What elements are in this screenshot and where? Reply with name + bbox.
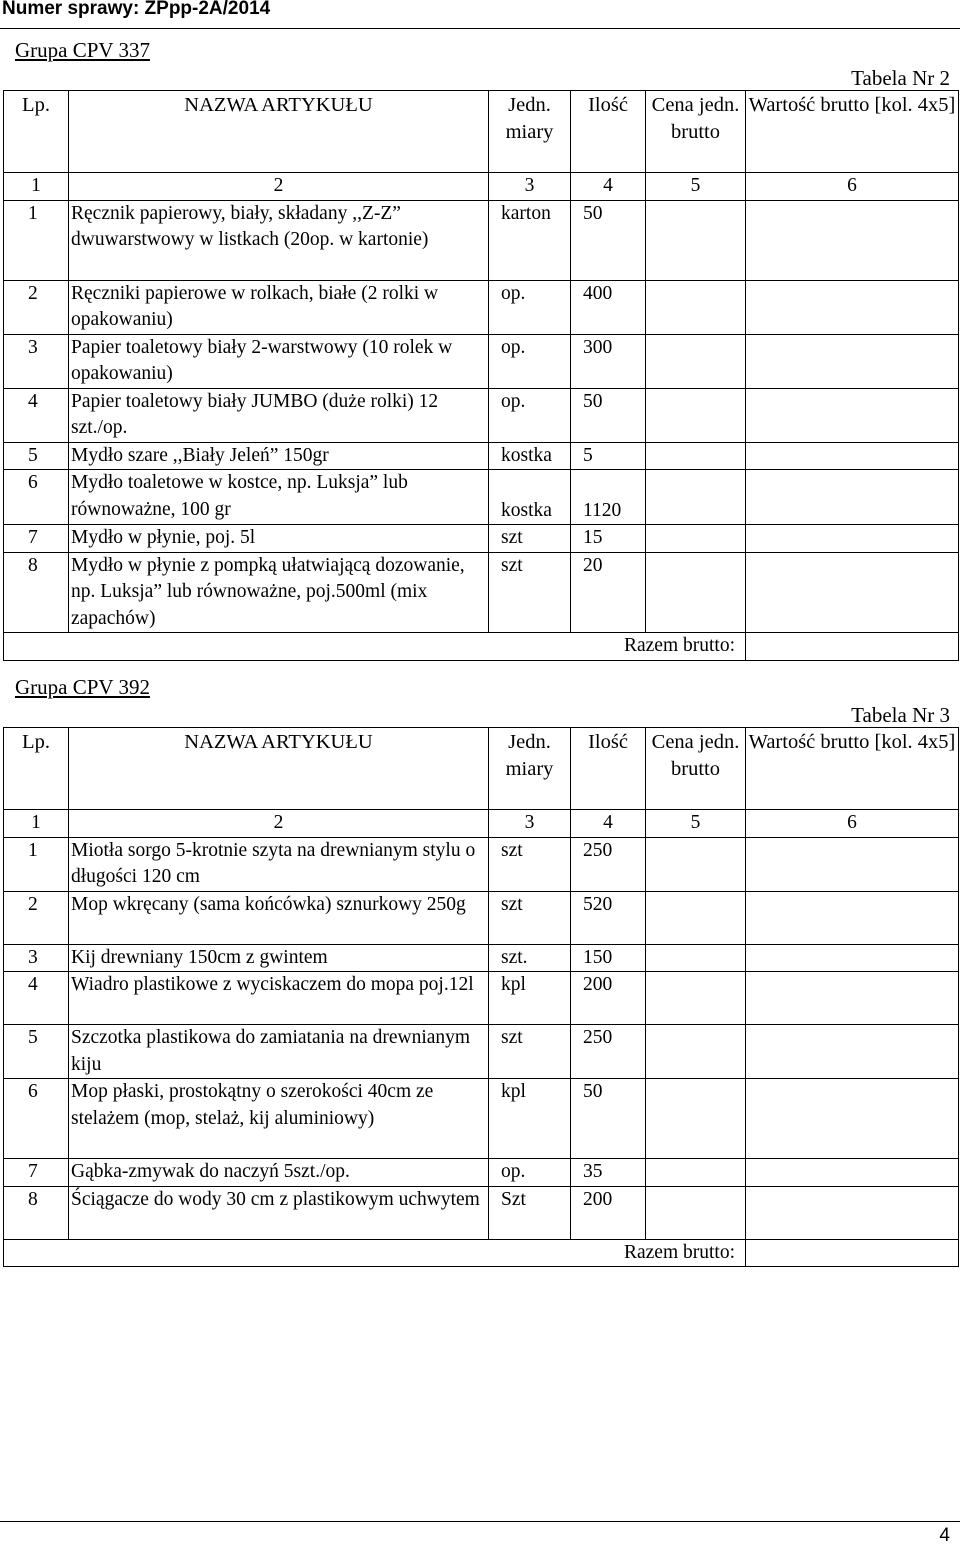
row-name: Mydło toaletowe w kostce, np. Luksja” lub równoważne, 100 gr bbox=[69, 470, 489, 525]
row-lp: 7 bbox=[4, 1159, 69, 1187]
row-lp: 5 bbox=[4, 442, 69, 470]
row-unit: karton bbox=[489, 200, 571, 280]
row-unit: szt bbox=[489, 891, 571, 944]
total-label: Razem brutto: bbox=[4, 1239, 746, 1267]
total-row bbox=[4, 633, 959, 661]
row-lp: 1 bbox=[4, 837, 69, 891]
row-lp: 8 bbox=[4, 1186, 69, 1239]
row-value bbox=[746, 388, 959, 442]
page-number: 4 bbox=[939, 1525, 950, 1546]
row-qty: 150 bbox=[571, 944, 646, 972]
table-row bbox=[4, 891, 959, 944]
row-value bbox=[746, 200, 959, 280]
table-row bbox=[4, 334, 959, 388]
row-qty: 400 bbox=[571, 280, 646, 334]
row-unit: kostka bbox=[489, 442, 571, 470]
row-value bbox=[746, 1025, 959, 1079]
row-lp: 3 bbox=[4, 334, 69, 388]
table-row bbox=[4, 552, 959, 633]
col-number: 1 bbox=[4, 173, 69, 201]
row-price bbox=[646, 1025, 746, 1079]
row-price bbox=[646, 442, 746, 470]
row-price bbox=[646, 334, 746, 388]
row-name: Miotła sorgo 5-krotnie szyta na drewnianym stylu o długości 120 cm bbox=[69, 837, 489, 891]
row-unit: kpl bbox=[489, 1079, 571, 1159]
row-value bbox=[746, 1186, 959, 1239]
group-title-cpv-337: Grupa CPV 337 bbox=[15, 38, 150, 62]
col-number: 4 bbox=[571, 173, 646, 201]
col-number: 6 bbox=[746, 810, 959, 838]
row-name: Mydło szare ,,Biały Jeleń” 150gr bbox=[69, 442, 489, 470]
items-table-cpv-337 bbox=[3, 90, 959, 661]
row-price bbox=[646, 1159, 746, 1187]
row-qty: 250 bbox=[571, 1025, 646, 1079]
col-number: 5 bbox=[646, 173, 746, 201]
total-value bbox=[746, 633, 959, 661]
row-value bbox=[746, 837, 959, 891]
table-row bbox=[4, 1159, 959, 1187]
row-name: Gąbka-zmywak do naczyń 5szt./op. bbox=[69, 1159, 489, 1187]
col-number: 1 bbox=[4, 810, 69, 838]
row-name: Ręczniki papierowe w rolkach, białe (2 rolki w opakowaniu) bbox=[69, 280, 489, 334]
row-unit: szt. bbox=[489, 944, 571, 972]
col-number: 5 bbox=[646, 810, 746, 838]
table-row bbox=[4, 200, 959, 280]
row-value bbox=[746, 891, 959, 944]
row-lp: 7 bbox=[4, 525, 69, 553]
col-number: 2 bbox=[69, 173, 489, 201]
row-name: Papier toaletowy biały 2-warstwowy (10 rolek w opakowaniu) bbox=[69, 334, 489, 388]
row-price bbox=[646, 388, 746, 442]
col-header-price: Cena jedn. brutto bbox=[646, 91, 746, 173]
row-value bbox=[746, 552, 959, 633]
total-value bbox=[746, 1239, 959, 1267]
row-lp: 2 bbox=[4, 280, 69, 334]
row-price bbox=[646, 470, 746, 525]
row-qty: 300 bbox=[571, 334, 646, 388]
table-row bbox=[4, 525, 959, 553]
row-lp: 4 bbox=[4, 972, 69, 1025]
table-row bbox=[4, 388, 959, 442]
row-price bbox=[646, 944, 746, 972]
col-header-qty: Ilość bbox=[571, 728, 646, 810]
row-price bbox=[646, 972, 746, 1025]
col-header-name: NAZWA ARTYKUŁU bbox=[69, 91, 489, 173]
row-lp: 4 bbox=[4, 388, 69, 442]
row-price bbox=[646, 1079, 746, 1159]
row-value bbox=[746, 972, 959, 1025]
row-unit: szt bbox=[489, 552, 571, 633]
total-row bbox=[4, 1239, 959, 1267]
group-title-cpv-392: Grupa CPV 392 bbox=[15, 675, 150, 699]
table-row bbox=[4, 470, 959, 525]
row-lp: 5 bbox=[4, 1025, 69, 1079]
row-name: Mop płaski, prostokątny o szerokości 40cm ze stelażem (mop, stelaż, kij aluminiowy) bbox=[69, 1079, 489, 1159]
row-name: Papier toaletowy biały JUMBO (duże rolki) 12 szt./op. bbox=[69, 388, 489, 442]
row-unit: kpl bbox=[489, 972, 571, 1025]
row-lp: 6 bbox=[4, 1079, 69, 1159]
row-name: Wiadro plastikowe z wyciskaczem do mopa poj.12l bbox=[69, 972, 489, 1025]
row-unit: szt bbox=[489, 1025, 571, 1079]
row-unit: Szt bbox=[489, 1186, 571, 1239]
table-row bbox=[4, 837, 959, 891]
col-number: 3 bbox=[489, 173, 571, 201]
row-name: Ręcznik papierowy, biały, składany ,,Z-Z” dwuwarstwowy w listkach (20op. w kartonie) bbox=[69, 200, 489, 280]
row-qty: 50 bbox=[571, 1079, 646, 1159]
row-value bbox=[746, 442, 959, 470]
row-price bbox=[646, 280, 746, 334]
table-header-row bbox=[4, 91, 959, 173]
table-row bbox=[4, 280, 959, 334]
row-lp: 8 bbox=[4, 552, 69, 633]
row-lp: 3 bbox=[4, 944, 69, 972]
col-header-lp: Lp. bbox=[4, 728, 69, 810]
row-qty: 1120 bbox=[571, 470, 646, 525]
row-name: Kij drewniany 150cm z gwintem bbox=[69, 944, 489, 972]
row-price bbox=[646, 525, 746, 553]
row-qty: 50 bbox=[571, 200, 646, 280]
row-value bbox=[746, 334, 959, 388]
row-price bbox=[646, 1186, 746, 1239]
row-lp: 2 bbox=[4, 891, 69, 944]
row-unit: op. bbox=[489, 334, 571, 388]
row-value bbox=[746, 470, 959, 525]
col-header-name: NAZWA ARTYKUŁU bbox=[69, 728, 489, 810]
row-qty: 200 bbox=[571, 1186, 646, 1239]
col-header-price: Cena jedn. brutto bbox=[646, 728, 746, 810]
table-row bbox=[4, 442, 959, 470]
row-unit: op. bbox=[489, 388, 571, 442]
table-row bbox=[4, 1186, 959, 1239]
footer-rule bbox=[0, 1521, 960, 1522]
header-rule bbox=[0, 28, 960, 29]
row-price bbox=[646, 552, 746, 633]
table-row bbox=[4, 944, 959, 972]
row-value bbox=[746, 525, 959, 553]
table-header-row bbox=[4, 728, 959, 810]
row-qty: 250 bbox=[571, 837, 646, 891]
total-label: Razem brutto: bbox=[4, 633, 746, 661]
col-header-value: Wartość brutto [kol. 4x5] bbox=[746, 91, 959, 173]
column-number-row bbox=[4, 810, 959, 838]
col-number: 2 bbox=[69, 810, 489, 838]
row-value bbox=[746, 944, 959, 972]
row-lp: 1 bbox=[4, 200, 69, 280]
col-header-lp: Lp. bbox=[4, 91, 69, 173]
case-number: Numer sprawy: ZPpp-2A/2014 bbox=[2, 0, 271, 19]
row-value bbox=[746, 1079, 959, 1159]
row-qty: 520 bbox=[571, 891, 646, 944]
row-lp: 6 bbox=[4, 470, 69, 525]
row-unit: kostka bbox=[489, 470, 571, 525]
row-value bbox=[746, 1159, 959, 1187]
row-name: Ściągacze do wody 30 cm z plastikowym uchwytem bbox=[69, 1186, 489, 1239]
row-value bbox=[746, 280, 959, 334]
row-price bbox=[646, 891, 746, 944]
row-unit: szt bbox=[489, 837, 571, 891]
table-row bbox=[4, 972, 959, 1025]
col-number: 4 bbox=[571, 810, 646, 838]
row-qty: 35 bbox=[571, 1159, 646, 1187]
col-header-qty: Ilość bbox=[571, 91, 646, 173]
table-label-3: Tabela Nr 3 bbox=[851, 703, 950, 727]
row-qty: 15 bbox=[571, 525, 646, 553]
row-price bbox=[646, 837, 746, 891]
row-unit: op. bbox=[489, 1159, 571, 1187]
row-name: Mydło w płynie, poj. 5l bbox=[69, 525, 489, 553]
row-name: Szczotka plastikowa do zamiatania na drewnianym kiju bbox=[69, 1025, 489, 1079]
row-name: Mydło w płynie z pompką ułatwiającą dozowanie, np. Luksja” lub równoważne, poj.500ml (mix zapachów) bbox=[69, 552, 489, 633]
row-qty: 200 bbox=[571, 972, 646, 1025]
col-number: 3 bbox=[489, 810, 571, 838]
row-price bbox=[646, 200, 746, 280]
col-number: 6 bbox=[746, 173, 959, 201]
table-row bbox=[4, 1079, 959, 1159]
row-qty: 50 bbox=[571, 388, 646, 442]
table-row bbox=[4, 1025, 959, 1079]
items-table-cpv-392 bbox=[3, 727, 959, 1267]
row-unit: szt bbox=[489, 525, 571, 553]
table-label-2: Tabela Nr 2 bbox=[851, 66, 950, 90]
row-qty: 20 bbox=[571, 552, 646, 633]
row-unit: op. bbox=[489, 280, 571, 334]
col-header-value: Wartość brutto [kol. 4x5] bbox=[746, 728, 959, 810]
column-number-row bbox=[4, 173, 959, 201]
row-qty: 5 bbox=[571, 442, 646, 470]
col-header-unit: Jedn. miary bbox=[489, 91, 571, 173]
col-header-unit: Jedn. miary bbox=[489, 728, 571, 810]
row-name: Mop wkręcany (sama końcówka) sznurkowy 250g bbox=[69, 891, 489, 944]
